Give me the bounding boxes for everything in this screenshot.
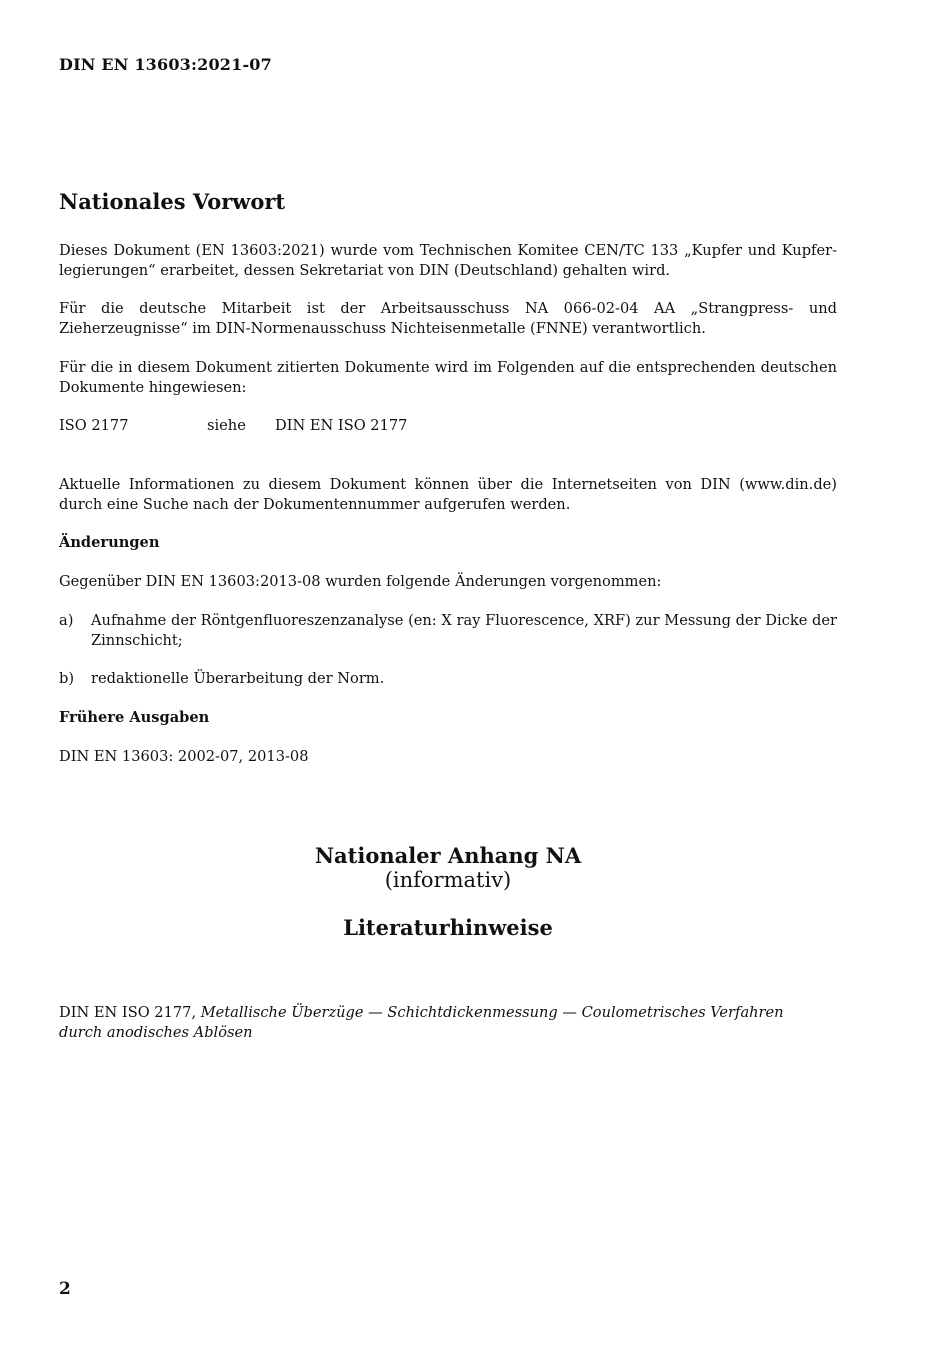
- document-page: [59, 0, 837, 1345]
- list-item-text: redaktionelle Überarbeitung der Norm.: [91, 670, 385, 687]
- bibliography-entry-reference: DIN EN ISO 2177: [59, 1004, 192, 1021]
- foreword-paragraph-1: Dieses Dokument (EN 13603:2021) wurde vom Technischen Komitee CEN/TC 133 „Kupfer und Kupferlegierungen“ erarbeitet, dessen Sekretariat von DIN (Deutschland) gehalten wird.: [59, 242, 837, 279]
- document-identifier: DIN EN 13603:2021-07: [59, 55, 272, 74]
- previous-editions-heading: Frühere Ausgaben: [59, 709, 210, 726]
- annex-title: Nationaler Anhang NA: [314, 843, 582, 868]
- previous-editions-text: DIN EN 13603: 2002-07, 2013-08: [59, 748, 309, 765]
- bibliography-entry: [59, 1003, 789, 1042]
- changes-heading: Änderungen: [59, 534, 160, 551]
- reference-source: ISO 2177: [59, 417, 129, 434]
- reference-row: [59, 416, 837, 436]
- list-item: [59, 611, 837, 650]
- list-item: [59, 669, 837, 689]
- list-marker: a): [59, 612, 74, 629]
- reference-relation: siehe: [207, 417, 246, 434]
- list-marker: b): [59, 670, 75, 687]
- annex-subtitle: (informativ): [384, 868, 512, 892]
- page-number: 2: [59, 1279, 71, 1299]
- foreword-paragraph-2: Für die deutsche Mitarbeit ist der Arbeitsausschuss NA 066-02-04 AA „Strangpress- und Zieherzeugnisse“ im DIN-Normenausschuss Nichteisenmetalle (FNNE) verantwortlich.: [59, 300, 837, 337]
- foreword-paragraph-4: Aktuelle Informationen zu diesem Dokument können über die Internetseiten von DIN (www.din.de) durch eine Suche nach der Dokumentennummer aufgerufen werden.: [59, 476, 837, 513]
- bibliography-title: Literaturhinweise: [343, 915, 553, 940]
- foreword-paragraph-3: Für die in diesem Dokument zitierten Dokumente wird im Folgenden auf die entsprechenden deutschen Dokumente hingewiesen:: [59, 359, 837, 396]
- foreword-title: Nationales Vorwort: [59, 189, 286, 214]
- bibliography-entry-separator: ,: [191, 1004, 201, 1021]
- reference-target: DIN EN ISO 2177: [275, 417, 408, 434]
- changes-intro: Gegenüber DIN EN 13603:2013-08 wurden folgende Änderungen vorgenommen:: [59, 573, 662, 590]
- list-item-text: Aufnahme der Röntgenfluoreszenzanalyse (en: X ray Fluorescence, XRF) zur Messung der Dicke der Zinnschicht;: [91, 612, 837, 649]
- bibliography-entry-title: Metallische Überzüge — Schichtdickenmessung — Coulometrisches Verfahren durch anodisches Ablösen: [59, 1004, 784, 1041]
